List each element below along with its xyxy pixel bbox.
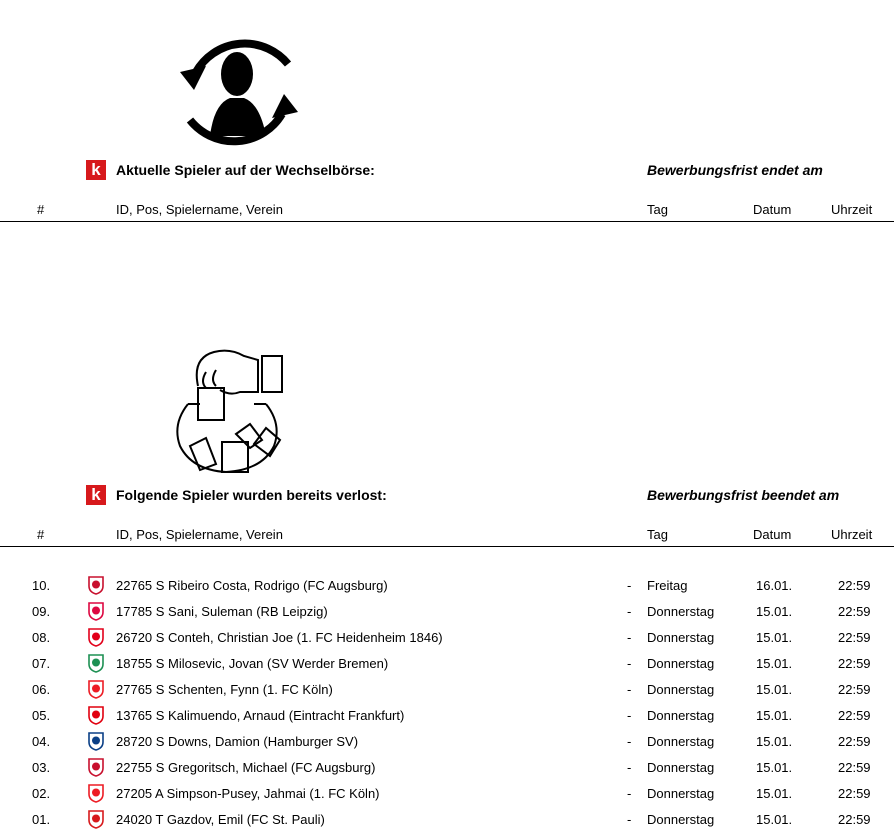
kicker-logo: k [86,485,106,505]
kicker-logo: k [86,160,106,180]
ballot-box-icon [170,346,286,476]
table-row [0,782,894,808]
table-row [0,600,894,626]
deadline-day: Donnerstag [647,604,715,619]
row-number: 10. [32,578,51,593]
deadline-day: Freitag [647,578,688,593]
deadline-date: 15.01. [756,734,793,749]
deadline-time: 22:59 [838,786,871,801]
col-player-header: ID, Pos, Spielername, Verein [116,202,283,217]
header-divider [0,221,894,222]
row-number: 06. [32,682,51,697]
player-info: 22765 S Ribeiro Costa, Rodrigo (FC Augsburg) [116,578,388,593]
player-info: 22755 S Gregoritsch, Michael (FC Augsburg) [116,760,376,775]
table-row [0,652,894,678]
deadline-date: 15.01. [756,812,793,827]
row-number: 05. [32,708,51,723]
deadline-day: Donnerstag [647,786,715,801]
col-time-header: Uhrzeit [831,202,873,217]
row-number: 09. [32,604,51,619]
player-swap-icon [170,28,306,156]
deadline-date: 15.01. [756,656,793,671]
deadline-time: 22:59 [838,812,871,827]
table-row [0,626,894,652]
player-info: 13765 S Kalimuendo, Arnaud (Eintracht Frankfurt) [116,708,405,723]
section-title-drawn: Folgende Spieler wurden bereits verlost: [116,487,387,503]
col-date-header: Datum [753,202,792,217]
deadline-day: Donnerstag [647,812,715,827]
separator-dash: - [627,786,632,801]
row-number: 08. [32,630,51,645]
deadline-time: 22:59 [838,578,871,593]
leipzig-crest [86,601,106,621]
player-info: 24020 T Gazdov, Emil (FC St. Pauli) [116,812,325,827]
hamburg-crest [86,731,106,751]
deadline-time: 22:59 [838,630,871,645]
col-day-header: Tag [647,202,668,217]
separator-dash: - [627,604,632,619]
deadline-time: 22:59 [838,708,871,723]
bremen-crest [86,653,106,673]
separator-dash: - [627,630,632,645]
deadline-label-active: Bewerbungsfrist endet am [647,162,823,178]
section-title-active: Aktuelle Spieler auf der Wechselbörse: [116,162,375,178]
deadline-day: Donnerstag [647,760,715,775]
separator-dash: - [627,682,632,697]
deadline-day: Donnerstag [647,734,715,749]
col-date-header: Datum [753,527,792,542]
deadline-time: 22:59 [838,682,871,697]
koeln-crest [86,679,106,699]
player-info: 27205 A Simpson-Pusey, Jahmai (1. FC Köln) [116,786,380,801]
heidenheim-crest [86,627,106,647]
player-info: 26720 S Conteh, Christian Joe (1. FC Heidenheim 1846) [116,630,443,645]
deadline-day: Donnerstag [647,708,715,723]
deadline-date: 15.01. [756,630,793,645]
deadline-date: 15.01. [756,604,793,619]
separator-dash: - [627,656,632,671]
row-number: 03. [32,760,51,775]
deadline-date: 16.01. [756,578,793,593]
augsburg-crest [86,757,106,777]
table-row [0,678,894,704]
deadline-day: Donnerstag [647,682,715,697]
header-divider [0,546,894,547]
deadline-date: 15.01. [756,786,793,801]
separator-dash: - [627,812,632,827]
koeln-crest [86,783,106,803]
col-num-header: # [37,202,45,217]
separator-dash: - [627,708,632,723]
player-info: 17785 S Sani, Suleman (RB Leipzig) [116,604,328,619]
table-row [0,704,894,730]
deadline-date: 15.01. [756,682,793,697]
deadline-time: 22:59 [838,760,871,775]
deadline-day: Donnerstag [647,630,715,645]
separator-dash: - [627,734,632,749]
separator-dash: - [627,578,632,593]
deadline-time: 22:59 [838,604,871,619]
player-info: 27765 S Schenten, Fynn (1. FC Köln) [116,682,333,697]
table-row [0,808,894,834]
player-info: 18755 S Milosevic, Jovan (SV Werder Bremen) [116,656,389,671]
col-num-header: # [37,527,45,542]
col-player-header: ID, Pos, Spielername, Verein [116,527,283,542]
row-number: 01. [32,812,51,827]
deadline-time: 22:59 [838,734,871,749]
table-row [0,730,894,756]
row-number: 02. [32,786,51,801]
deadline-day: Donnerstag [647,656,715,671]
separator-dash: - [627,760,632,775]
col-day-header: Tag [647,527,668,542]
table-row [0,756,894,782]
augsburg-crest [86,575,106,595]
deadline-date: 15.01. [756,708,793,723]
stpauli-crest [86,809,106,829]
row-number: 04. [32,734,51,749]
player-info: 28720 S Downs, Damion (Hamburger SV) [116,734,359,749]
row-number: 07. [32,656,51,671]
table-row [0,574,894,600]
deadline-date: 15.01. [756,760,793,775]
frankfurt-crest [86,705,106,725]
deadline-label-drawn: Bewerbungsfrist beendet am [647,487,840,503]
deadline-time: 22:59 [838,656,871,671]
col-time-header: Uhrzeit [831,527,873,542]
